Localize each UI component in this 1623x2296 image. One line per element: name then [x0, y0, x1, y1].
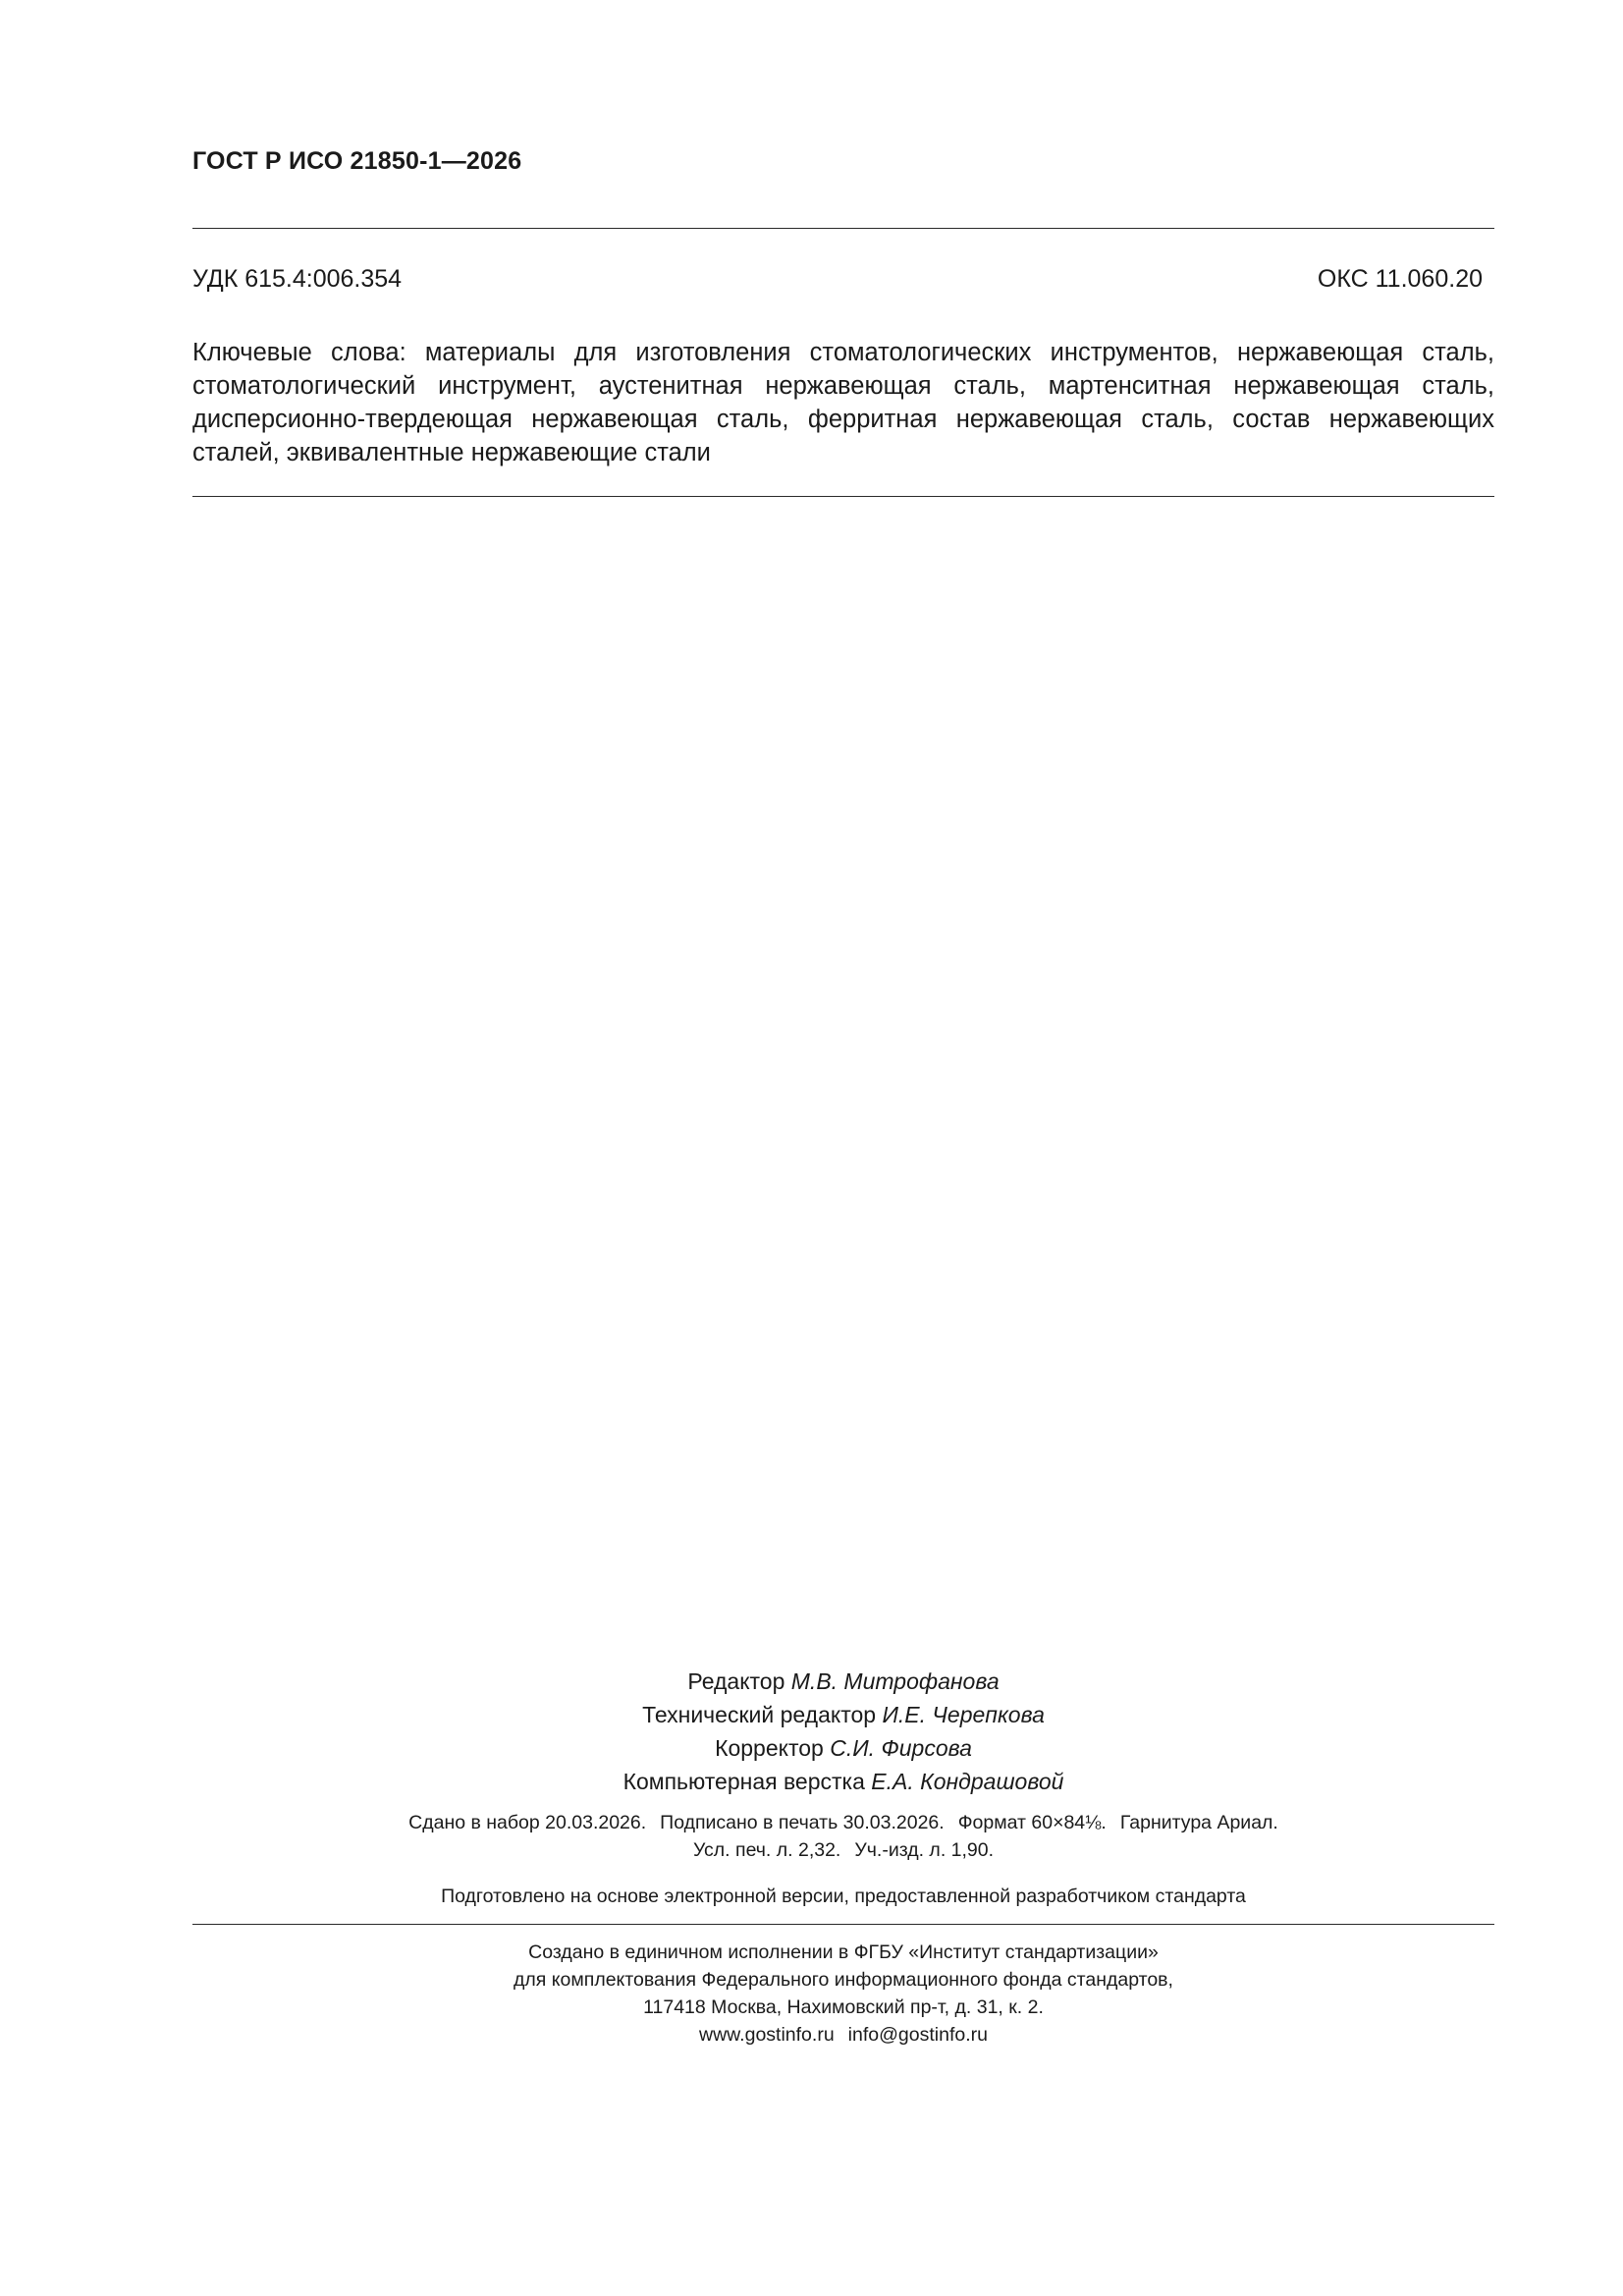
layout-label: Компьютерная верстка — [622, 1769, 865, 1794]
document-code: ГОСТ Р ИСО 21850-1—2026 — [192, 147, 522, 175]
typeface: Гарнитура Ариал. — [1119, 1812, 1278, 1833]
editor-label: Редактор — [687, 1668, 785, 1694]
print-sheets: Усл. печ. л. 2,32. — [692, 1839, 841, 1861]
proofreader-line — [192, 1731, 1494, 1765]
publication-sheets: Уч.-изд. л. 1,90. — [854, 1839, 995, 1861]
credits-block — [192, 1665, 1494, 1798]
udk-code: УДК 615.4:006.354 — [192, 265, 403, 293]
editor-name: М.В. Митрофанова — [790, 1668, 1000, 1694]
proofreader-name: С.И. Фирсова — [830, 1735, 972, 1761]
keywords-paragraph: Ключевые слова: материалы для изготовления стоматологических инструментов, нержавеющая сталь, стоматологический инструмент, аустенитная нержавеющая сталь, мартенситная нержавеющая сталь, дисперсионно-твердеющая нержавеющая сталь, ферритная нержавеющая сталь, состав нержавеющих сталей, эквивалентные нержавеющие стали — [192, 339, 1494, 466]
publisher-line-2: для комплектования Федерального информационного фонда стандартов, — [514, 1969, 1173, 1991]
print-info-line-2 — [192, 1836, 1494, 1864]
tech-editor-line — [192, 1698, 1494, 1731]
layout-line — [192, 1765, 1494, 1798]
oks-code: ОКС 11.060.20 — [1317, 265, 1483, 293]
proofreader-label: Корректор — [715, 1735, 824, 1761]
signed-date: Подписано в печать 30.03.2026. — [660, 1812, 945, 1833]
top-divider — [192, 228, 1494, 229]
publisher-line-1: Создано в единичном исполнении в ФГБУ «Институт стандартизации» — [528, 1941, 1159, 1963]
publisher-divider — [192, 1924, 1494, 1925]
keywords-divider — [192, 496, 1494, 497]
print-info-block — [192, 1809, 1494, 1864]
paper-format: Формат 60×84⅛. — [957, 1812, 1107, 1833]
layout-name: Е.А. Кондрашовой — [871, 1769, 1064, 1794]
tech-editor-name: И.Е. Черепкова — [882, 1702, 1045, 1727]
publisher-address: 117418 Москва, Нахимовский пр-т, д. 31, к. 2. — [643, 1996, 1044, 2018]
typeset-date: Сдано в набор 20.03.2026. — [408, 1812, 647, 1833]
prepared-note: Подготовлено на основе электронной версии, предоставленной разработчиком стандарта — [441, 1886, 1246, 1907]
email-link[interactable]: info@gostinfo.ru — [847, 2024, 988, 2046]
print-info-line-1 — [192, 1809, 1494, 1836]
website-link[interactable]: www.gostinfo.ru — [699, 2024, 835, 2046]
editor-line — [192, 1665, 1494, 1698]
publisher-contacts — [192, 2021, 1494, 2049]
publisher-block — [192, 1939, 1494, 2049]
tech-editor-label: Технический редактор — [642, 1702, 877, 1727]
